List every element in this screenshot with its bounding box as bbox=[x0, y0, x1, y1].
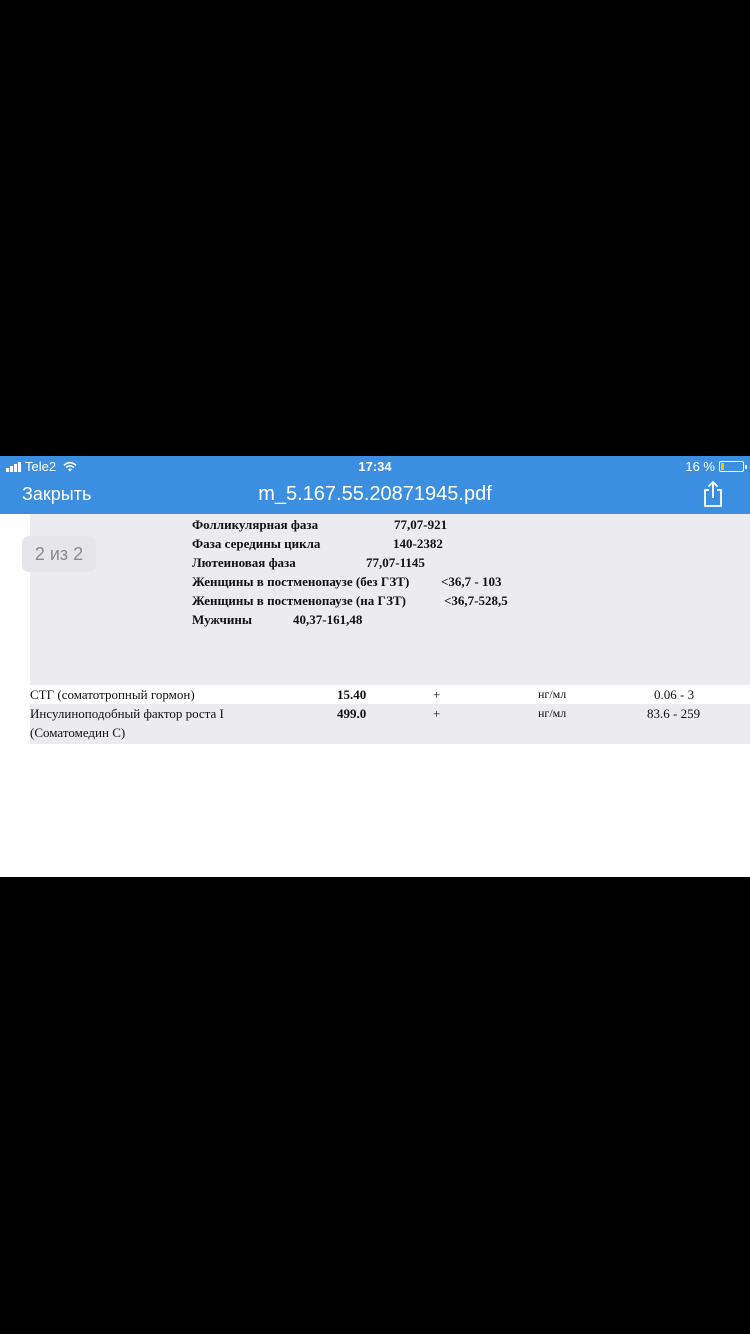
norm-label: Женщины в постменопаузе (на ГЗТ) bbox=[192, 593, 406, 608]
test-range: 83.6 - 259 bbox=[647, 706, 701, 721]
norm-value: 77,07-921 bbox=[394, 517, 448, 532]
test-unit: нг/мл bbox=[538, 706, 567, 720]
close-button[interactable]: Закрыть bbox=[22, 484, 92, 504]
battery-icon bbox=[719, 461, 744, 472]
pdf-viewer-screen bbox=[0, 456, 750, 877]
page-indicator: 2 из 2 bbox=[22, 536, 96, 572]
test-range: 0.06 - 3 bbox=[654, 687, 695, 702]
norm-value: 40,37-161,48 bbox=[293, 612, 363, 627]
test-value: 499.0 bbox=[337, 706, 367, 721]
result-row bbox=[30, 685, 750, 704]
norm-value: 140-2382 bbox=[393, 536, 443, 551]
norm-label: Лютеиновая фаза bbox=[192, 555, 296, 570]
result-row bbox=[30, 704, 750, 744]
status-time: 17:34 bbox=[358, 459, 392, 474]
norm-label: Мужчины bbox=[192, 612, 252, 627]
norm-label: Фаза середины цикла bbox=[192, 536, 321, 551]
norm-label: Фолликулярная фаза bbox=[192, 517, 319, 532]
share-icon[interactable] bbox=[699, 480, 727, 508]
test-name: Инсулиноподобный фактор роста I bbox=[30, 706, 224, 721]
test-value: 15.40 bbox=[337, 687, 367, 702]
norm-value: 77,07-1145 bbox=[366, 555, 425, 570]
top-bar bbox=[0, 456, 750, 514]
test-unit: нг/мл bbox=[538, 687, 567, 701]
carrier-name: Tele2 bbox=[25, 459, 57, 474]
document-title: m_5.167.55.20871945.pdf bbox=[258, 483, 492, 505]
status-right bbox=[685, 459, 744, 474]
battery-percent: 16 % bbox=[685, 459, 715, 474]
test-flag: + bbox=[433, 687, 441, 702]
norm-value: <36,7 - 103 bbox=[441, 574, 502, 589]
battery-level-fill bbox=[721, 463, 724, 470]
test-name: СТГ (соматотропный гормон) bbox=[30, 687, 195, 702]
norm-label: Женщины в постменопаузе (без ГЗТ) bbox=[192, 574, 410, 589]
test-flag: + bbox=[433, 706, 441, 721]
test-name-line2: (Соматомедин С) bbox=[30, 725, 126, 740]
pdf-page[interactable] bbox=[0, 514, 750, 877]
norm-value: <36,7-528,5 bbox=[444, 593, 508, 608]
